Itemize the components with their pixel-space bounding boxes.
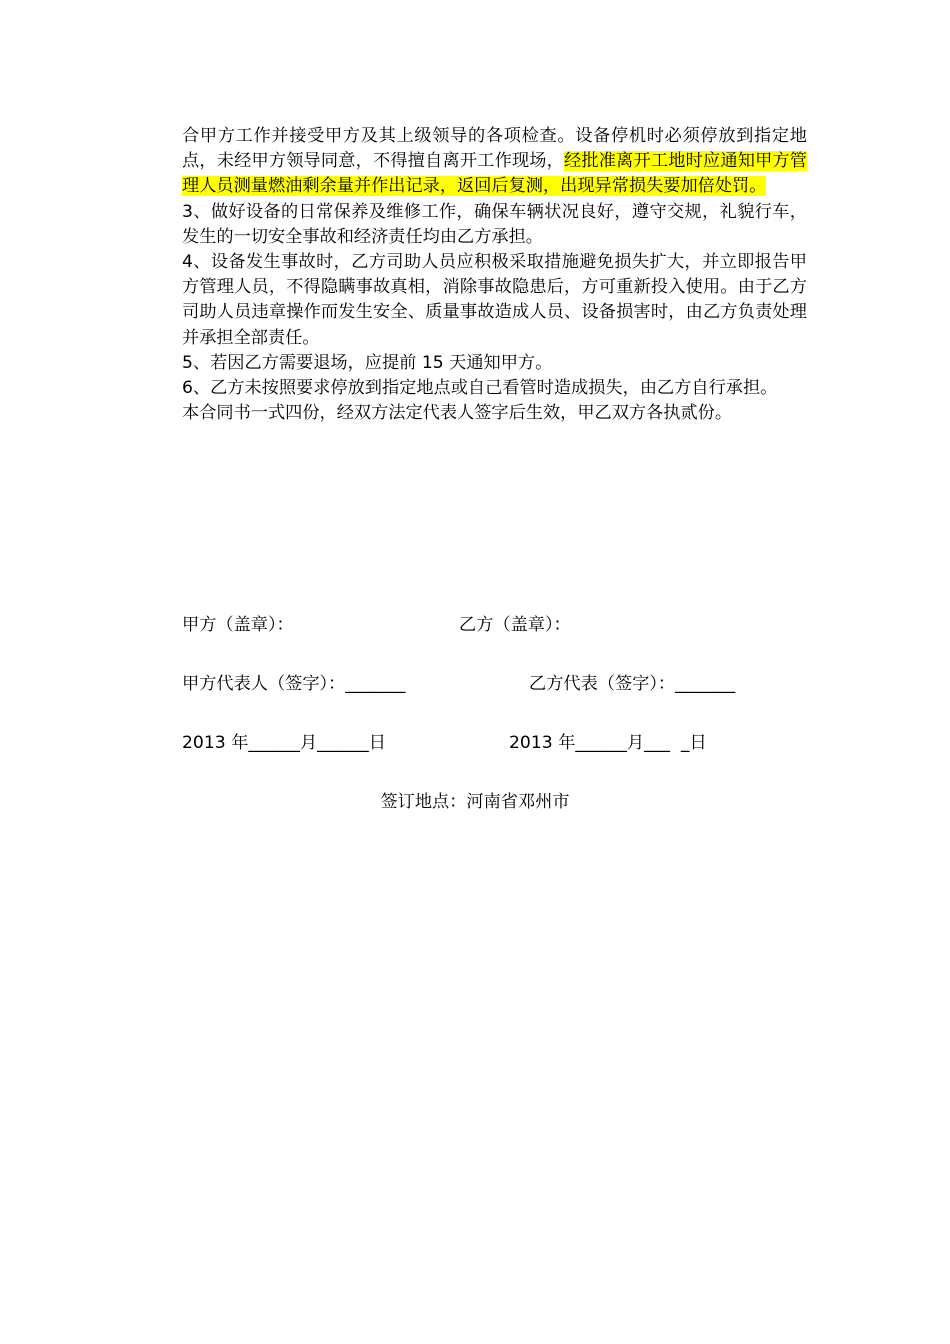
clause-item-3: 3、做好设备的日常保养及维修工作，确保车辆状况良好，遵守交规，礼貌行车，发生的一切安全事故和经济责任均由乙方承担。 — [182, 201, 807, 247]
party-b-representative-signature: 乙方代表（签字）：_______ — [529, 674, 736, 694]
clause-text: 合甲方工作并接受甲方及其上级领导的各项检查。设备停机时必须停放到指定地点，未经甲方领导同意，不得擅自离开工作现场， — [182, 126, 807, 172]
clause-item-6: 6、乙方未按照要求停放到指定地点或自己看管时造成损失，由乙方自行承担。 — [182, 378, 778, 399]
highlighted-clause-text: 经批准离开工地时应通知甲方管理人员测量燃油剩余量并作出记录，返回后复测，出现异常损失要加倍处罚。 — [182, 151, 807, 197]
party-b-seal-label: 乙方（盖章）： — [459, 615, 571, 635]
signing-place: 签订地点：河南省邓州市 — [380, 792, 570, 812]
clause-paragraph — [182, 124, 807, 200]
clause-item-4: 4、设备发生事故时，乙方司助人员应积极采取措施避免损失扩大，并立即报告甲方管理人员，不得隐瞒事故真相，消除事故隐患后，方可重新投入使用。由于乙方司助人员违章操作而发生安全、质量事故造成人员、设备损害时，由乙方负责处理并承担全部责任。 — [182, 252, 807, 348]
party-a-date: 2013 年______月______日 — [182, 733, 386, 753]
party-a-representative-signature: 甲方代表人（签字）：_______ — [182, 674, 406, 694]
party-a-seal-label: 甲方（盖章）： — [182, 615, 294, 635]
closing-statement: 本合同书一式四份，经双方法定代表人签字后生效，甲乙双方各执贰份。 — [182, 403, 733, 424]
contract-body — [182, 124, 807, 426]
clause-item-5: 5、若因乙方需要退场，应提前 15 天通知甲方。 — [182, 352, 553, 373]
party-b-date: 2013 年______月___ _日 — [509, 733, 707, 753]
